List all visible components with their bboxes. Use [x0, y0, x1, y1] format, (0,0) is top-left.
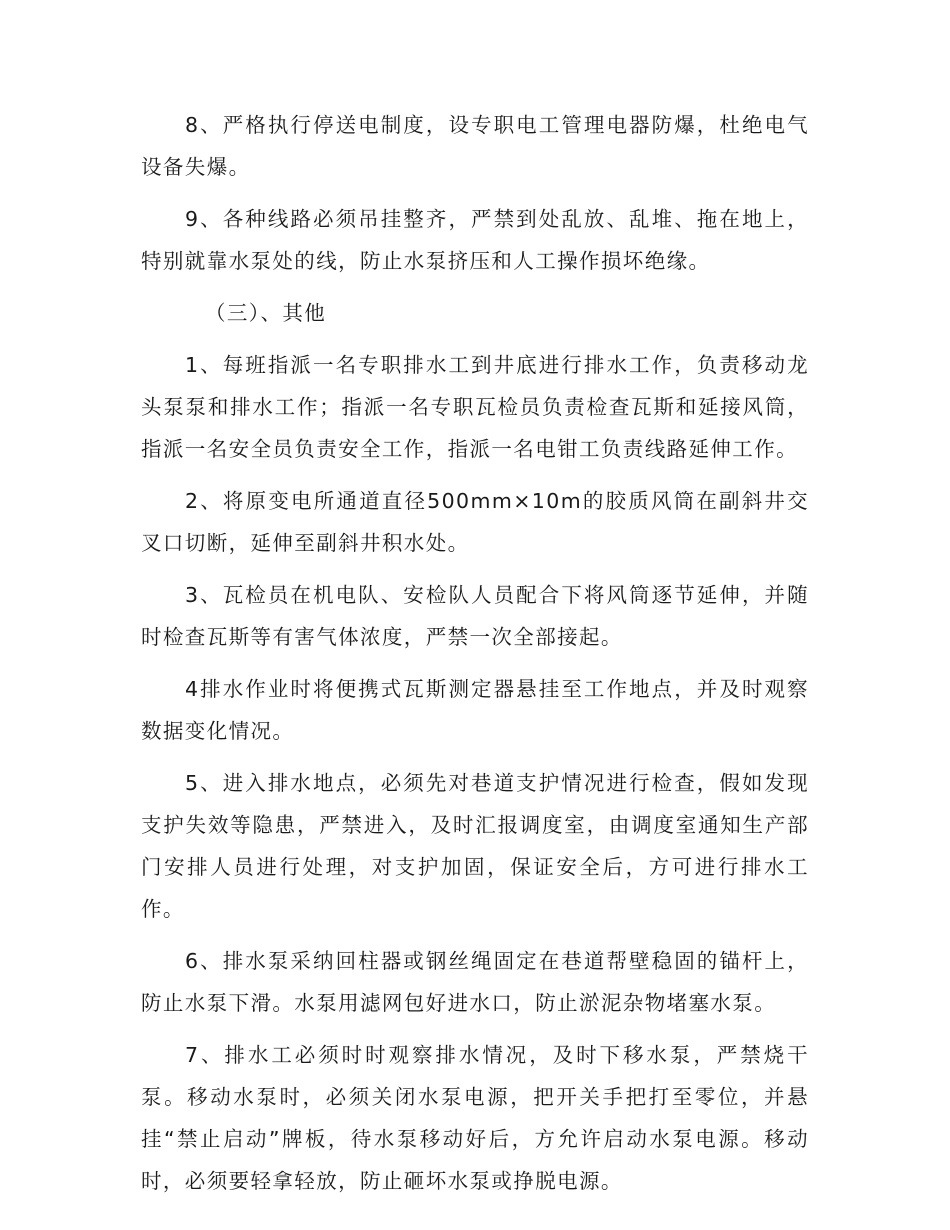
- paragraph-item-9: 9、各种线路必须吊挂整齐，严禁到处乱放、乱堆、拖在地上，特别就靠水泵处的线，防止水泵挤压和人工操作损坏绝缘。: [141, 207, 809, 273]
- paragraph-item-8: 8、严格执行停送电制度，设专职电工管理电器防爆，杜绝电气设备失爆。: [141, 113, 809, 179]
- section-heading-other: （三）、其他: [205, 301, 327, 325]
- paragraph-item-2: 2、将原变电所通道直径500mm×10m的胶质风筒在副斜井交叉口切断，延伸至副斜井积水处。: [141, 489, 809, 555]
- paragraph-item-3: 3、瓦检员在机电队、安检队人员配合下将风筒逐节延伸，并随时检查瓦斯等有害气体浓度，严禁一次全部接起。: [141, 583, 809, 649]
- document-body: [141, 104, 809, 1212]
- paragraph-item-1: 1、每班指派一名专职排水工到井底进行排水工作，负责移动龙头泵泵和排水工作；指派一名专职瓦检员负责检查瓦斯和延接风筒，指派一名安全员负责安全工作，指派一名电钳工负责线路延伸工作。: [141, 353, 809, 461]
- paragraph-item-5: 5、进入排水地点，必须先对巷道支护情况进行检查，假如发现支护失效等隐患，严禁进入，及时汇报调度室，由调度室通知生产部门安排人员进行处理，对支护加固，保证安全后，方可进行排水工作。: [141, 771, 809, 921]
- paragraph-item-4: 4排水作业时将便携式瓦斯测定器悬挂至工作地点，并及时观察数据变化情况。: [141, 677, 809, 743]
- paragraph-item-7: 7、排水工必须时时观察排水情况，及时下移水泵，严禁烧干泵。移动水泵时，必须关闭水泵电源，把开关手把打至零位，并悬挂“禁止启动”牌板，待水泵移动好后，方允许启动水泵电源。移动时，必须要轻拿轻放，防止砸坏水泵或挣脱电源。: [141, 1043, 809, 1193]
- paragraph-item-6: 6、排水泵采纳回柱器或钢丝绳固定在巷道帮壁稳固的锚杆上，防止水泵下滑。水泵用滤网包好进水口，防止淤泥杂物堵塞水泵。: [141, 949, 809, 1015]
